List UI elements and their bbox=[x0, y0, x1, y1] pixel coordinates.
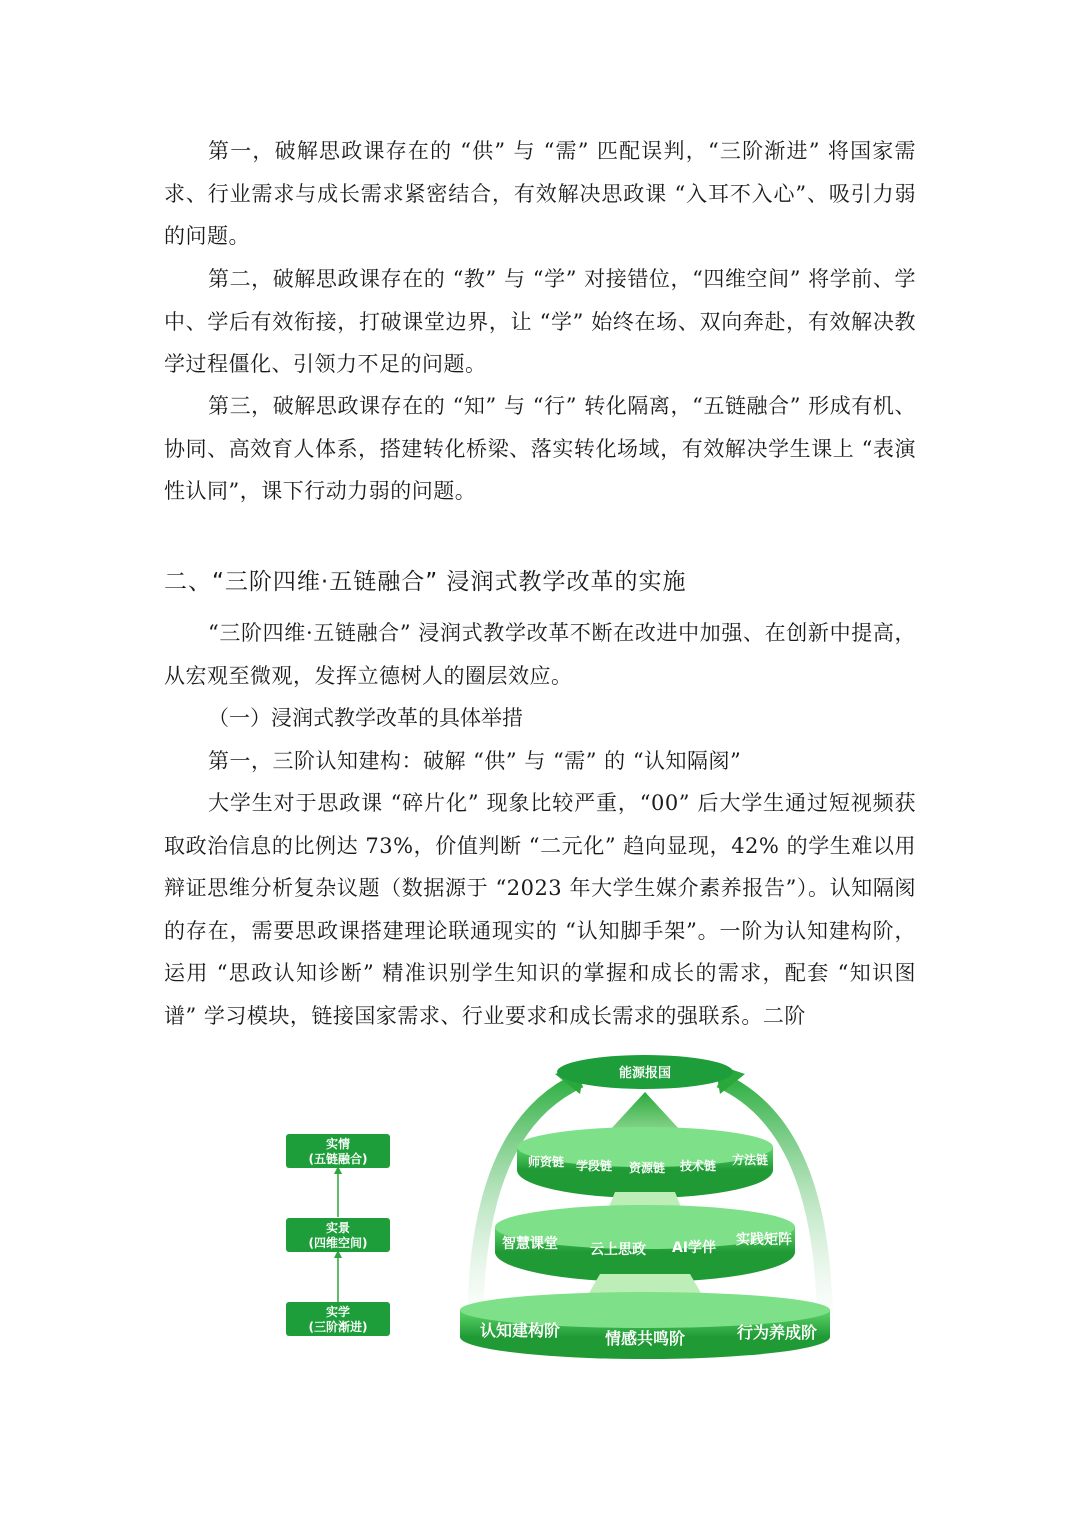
tier1-label-2: 行为养成阶 bbox=[736, 1323, 818, 1342]
tier3-label-3: 技术链 bbox=[679, 1159, 717, 1173]
paragraph-first-measure-title: 第一，三阶认知建构：破解 “供” 与 “需” 的 “认知隔阂” bbox=[208, 749, 742, 773]
box-shiqing-line1: 实情 bbox=[325, 1137, 351, 1151]
box-shixue-line2: (三阶渐进) bbox=[308, 1320, 368, 1334]
tier3-label-2: 资源链 bbox=[628, 1161, 666, 1175]
tier3-label-0: 师资链 bbox=[527, 1155, 565, 1169]
tier2-label-2: AI学伴 bbox=[671, 1240, 717, 1256]
paragraph-first-measure-body: 大学生对于思政课 “碎片化” 现象比较严重，“00” 后大学生通过短视频获取政治信息的比例达 73%，价值判断 “二元化” 趋向显现，42% 的学生难以用辩证思维分析复杂议题（数据源于 “2023 年大学生媒介素养报告”）。认知隔阂的存在，需要思政课搭建理论联通现实的 “认知脚手架”。一阶为认知建构阶，运用 “思政认知诊断” 精准识别学生知识的掌握和成长的需求，配套 “知识图谱” 学习模块，链接国家需求、行业要求和成长需求的强联系。二阶 bbox=[164, 791, 916, 1028]
box-shiqing-line2: (五链融合) bbox=[308, 1152, 368, 1166]
paragraph-section-intro: “三阶四维·五链融合” 浸润式教学改革不断在改进中加强、在创新中提高，从宏观至微观，发挥立德树人的圈层效应。 bbox=[164, 621, 916, 688]
pyramid-svg bbox=[280, 1052, 840, 1362]
box-shijing-line1: 实景 bbox=[325, 1221, 351, 1235]
tier2-label-0: 智慧课堂 bbox=[502, 1236, 558, 1252]
reform-model-diagram bbox=[280, 1052, 840, 1362]
tier3-label-4: 方法链 bbox=[731, 1153, 769, 1167]
box-shijing-line2: (四维空间) bbox=[308, 1236, 368, 1250]
paragraph-first-point: 第一，破解思政课存在的 “供” 与 “需” 匹配误判，“三阶渐进” 将国家需求、行业需求与成长需求紧密结合，有效解决思政课 “入耳不入心”、吸引力弱的问题。 bbox=[164, 139, 916, 248]
tier1-label-0: 认知建构阶 bbox=[479, 1321, 561, 1340]
paragraph-second-point: 第二，破解思政课存在的 “教” 与 “学” 对接错位，“四维空间” 将学前、学中、学后有效衔接，打破课堂边界，让 “学” 始终在场、双向奔赴，有效解决教学过程僵化、引领力不足的问题。 bbox=[164, 267, 916, 376]
tier3-label-1: 学段链 bbox=[575, 1159, 613, 1173]
paragraph-third-point: 第三，破解思政课存在的 “知” 与 “行” 转化隔离，“五链融合” 形成有机、协同、高效育人体系，搭建转化桥梁、落实转化场域，有效解决学生课上 “表演性认同”，课下行动力弱的问题。 bbox=[164, 394, 916, 503]
top-goal-label: 能源报国 bbox=[618, 1066, 672, 1081]
box-shixue-line1: 实学 bbox=[325, 1305, 351, 1319]
right-arch-arrow bbox=[720, 1080, 825, 1332]
tier1-label-1: 情感共鸣阶 bbox=[604, 1329, 686, 1348]
section-heading: 二、“三阶四维·五链融合” 浸润式教学改革的实施 bbox=[164, 569, 687, 595]
tier2-label-3: 实践矩阵 bbox=[736, 1232, 792, 1248]
tier2-label-1: 云上思政 bbox=[590, 1242, 646, 1258]
subsection-heading: （一）浸润式教学改革的具体举措 bbox=[208, 706, 523, 730]
